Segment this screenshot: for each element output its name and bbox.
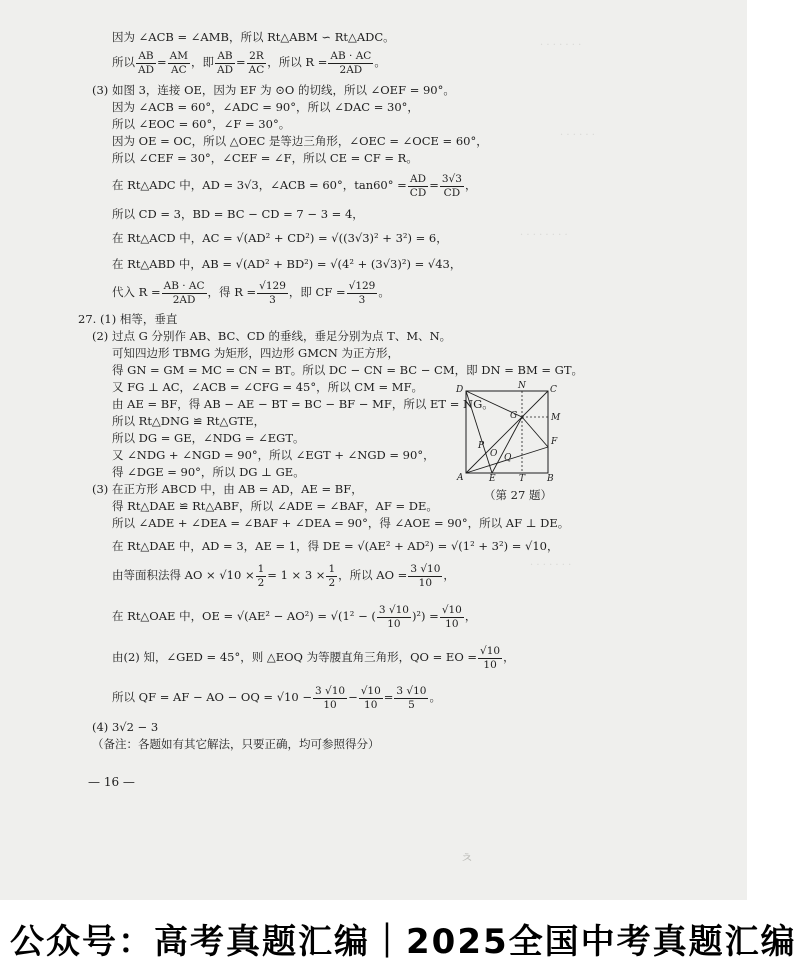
figure-caption: （第 27 题） [484,488,552,502]
label-A: A [457,473,464,483]
page-number: — 16 — [88,775,135,789]
q27-line-2: (2) 过点 G 分别作 AB、BC、CD 的垂线，垂足分别为点 T、M、N。 [92,329,452,343]
line-3: (3) 如图 3，连接 OE，因为 EF 为 ⊙O 的切线，所以 ∠OEF = 90°。 [92,83,455,97]
banner-text: 公众号：高考真题汇编｜2025全国中考真题汇编 [10,922,797,962]
line-6: 因为 OE = OC，所以 △OEC 是等边三角形，∠OEC = ∠OCE = 60°， [112,134,488,148]
q27-figure [452,381,562,484]
line-8: 在 Rt△ADC 中，AD = 3√3，∠ACB = 60°，tan60° = $\frac{AD}{CD}$ = $\frac{3√3}{CD}$ ， [112,172,477,199]
label-N: N [518,381,526,391]
q27-line-14: 在 Rt△DAE 中，AD = 3，AE = 1，得 DE = √(AE² + AD²) = √(1² + 3²) = √10， [112,539,559,553]
bleed-through-text: · · · · · · · [530,560,572,571]
q27-line-12: 得 Rt△DAE ≌ Rt△ABF，所以 ∠ADE = ∠BAF，AF = DE。 [112,499,438,513]
q27-line-6: 由 AE = BF，得 AB − AE − BT = BC − BF − MF，所以 ET = NG。 [112,397,494,411]
line-4: 因为 ∠ACB = 60°，∠ADC = 90°，所以 ∠DAC = 30°， [112,100,419,114]
line-12: 代入 R = $\frac{AB \cdot AC}{2AD}$ ，得 R = $\frac{√129}{3}$ ，即 CF = $\frac{√129}{3}$ 。 [112,279,390,306]
q27-line-16: 在 Rt△OAE 中，OE = √(AE² − AO²) = √(1² − ( $\frac{3 √10}{10}$ )²) = $\frac{√10}{10}$ ， [112,603,477,630]
q27-line-15: 由等面积法得 AO × √10 × $\frac{1}{2}$ = 1 × 3 × $\frac{1}{2}$ ，所以 AO = $\frac{3 √10}{10}$ ， [112,562,455,589]
label-B: B [547,474,554,484]
q27-line-18: 所以 QF = AF − AO − OQ = √10 − $\frac{3 √10}{10}$ − $\frac{√10}{10}$ = $\frac{3 √10}{5}$ 。 [112,684,441,711]
q27-line-9: 又 ∠NDG + ∠NGD = 90°，所以 ∠EGT + ∠NGD = 90°， [112,448,435,462]
line-2: 所以 $\frac{AB}{AD}$ = $\frac{AM}{AC}$ ，即 $\frac{AB}{AD}$ = $\frac{2R}{AC}$ ，所以 R = $\frac{AB \cdot AC}{2AD}$ 。 [112,49,386,76]
q27-part4: (4) 3√2 − 3 [92,720,159,734]
label-M: M [551,413,561,423]
q27-line-3: 可知四边形 TBMG 为矩形，四边形 GMCN 为正方形， [112,346,400,360]
bleed-through-text: · · · · · · [560,130,595,141]
line-5: 所以 ∠EOC = 60°，∠F = 30°。 [112,117,291,131]
q27-line-5: 又 FG ⊥ AC，∠ACB = ∠CFG = 45°，所以 CM = MF。 [112,380,424,394]
label-P: P [478,441,485,451]
line-7: 所以 ∠CEF = 30°，∠CEF = ∠F，所以 CE = CF = R。 [112,151,418,165]
label-G: G [510,411,518,421]
q27-line-17: 由(2) 知，∠GED = 45°，则 △EOQ 为等腰直角三角形，QO = EO = $\frac{√10}{10}$ ， [112,644,515,671]
q27-line-8: 所以 DG = GE，∠NDG = ∠EGT。 [112,431,305,445]
label-T: T [519,474,526,484]
label-O: O [490,449,498,459]
line-9: 所以 CD = 3，BD = BC − CD = 7 − 3 = 4， [112,207,364,221]
q27-part1: 27. (1) 相等，垂直 [78,312,178,326]
label-F: F [551,437,558,447]
scan-mark: ㅊ [460,851,474,867]
bleed-through-text: · · · · · · · · [520,230,568,241]
q27-line-11: (3) 在正方形 ABCD 中，由 AB = AD，AE = BF， [92,482,363,496]
remark-note: （备注：各题如有其它解法，只要正确，均可参照得分） [92,737,380,751]
q27-line-13: 所以 ∠ADE + ∠DEA = ∠BAF + ∠DEA = 90°，得 ∠AOE = 90°，所以 AF ⊥ DE。 [112,516,570,530]
label-E: E [489,474,496,484]
q27-line-10: 得 ∠DGE = 90°，所以 DG ⊥ GE。 [112,465,305,479]
label-C: C [550,385,557,395]
line-1: 因为 ∠ACB = ∠AMB，所以 Rt△ABM ∽ Rt△ADC。 [112,30,395,44]
q27-line-7: 所以 Rt△DNG ≌ Rt△GTE， [112,414,266,428]
label-Q: Q [504,453,512,463]
line-11: 在 Rt△ABD 中，AB = √(AD² + BD²) = √(4² + (3√3)²) = √43， [112,257,462,271]
q27-line-4: 得 GN = GM = MC = CN = BT。所以 DC − CN = BC − CM，即 DN = BM = GT。 [112,363,584,377]
label-D: D [456,385,464,395]
bottom-banner [0,900,797,962]
line-10: 在 Rt△ACD 中，AC = √(AD² + CD²) = √((3√3)² + 3²) = 6， [112,231,448,245]
bleed-through-text: · · · · · · · [540,40,582,51]
